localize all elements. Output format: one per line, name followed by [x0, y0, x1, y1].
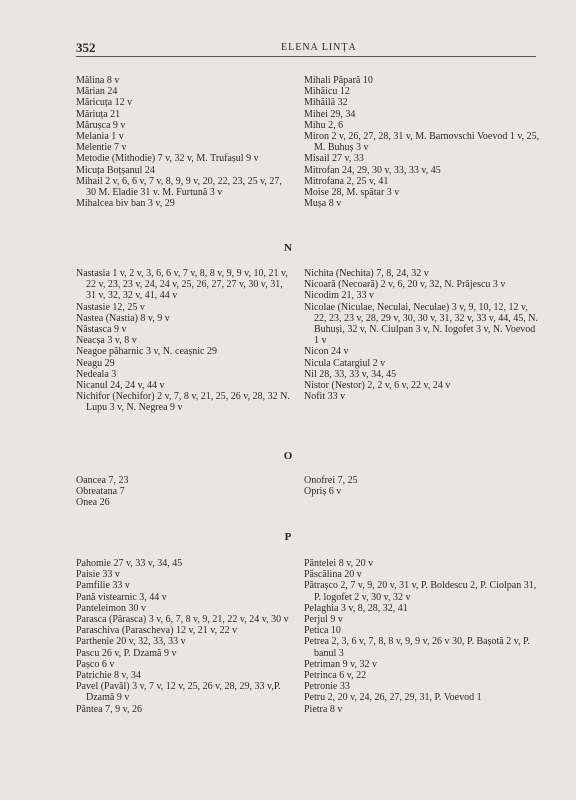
index-entry: Neagoe păharnic 3 v, N. ceașnic 29	[76, 346, 217, 358]
index-entry: Păntea 7, 9 v, 26	[76, 703, 143, 715]
index-entry: Pană vistearnic 3, 44 v	[76, 591, 167, 603]
index-entry: Nastasie 12, 25 v	[76, 301, 145, 313]
index-entry: Onea 26	[76, 497, 110, 509]
index-entry: Perjul 9 v	[304, 614, 343, 626]
index-entry: Măriuța 21	[76, 108, 121, 120]
index-entry: Nicodim 21, 33 v	[304, 290, 374, 302]
index-entry: Petrea 2, 3, 6 v, 7, 8, 8 v, 9, 9 v, 26 v 30, P. Bașotă 2 v, P. banul 3	[304, 636, 531, 659]
section-letter-p: P	[284, 531, 292, 543]
index-entry: Melania 1 v	[76, 131, 124, 143]
index-entry: Mărian 24	[76, 86, 118, 98]
section-o-right-column	[304, 475, 540, 497]
index-entry: Păscălina 20 v	[304, 569, 362, 581]
index-entry: Nil 28, 33, 33 v, 34, 45	[304, 368, 397, 380]
index-entry: Panteleimon 30 v	[76, 602, 146, 614]
index-entry: Nicon 24 v	[304, 346, 349, 358]
index-entry: Paraschiva (Parascheva) 12 v, 21 v, 22 v	[76, 625, 238, 637]
index-entry: Mihăicu 12	[304, 86, 350, 98]
index-entry: Mușa 8 v	[304, 198, 342, 210]
index-entry: Petru 2, 20 v, 24, 26, 27, 29, 31, P. Voevod 1	[304, 692, 482, 704]
index-entry: Petrinca 6 v, 22	[304, 670, 367, 682]
section-o-left-column	[76, 475, 294, 509]
index-entry: Mălina 8 v	[76, 75, 120, 86]
running-title: ELENA LINȚA	[281, 42, 357, 53]
index-entry: Nedeala 3	[76, 368, 117, 380]
index-entry: Petriman 9 v, 32 v	[304, 658, 377, 670]
index-entry: Petronie 33	[304, 681, 350, 693]
index-entry: Misail 27 v, 33	[304, 153, 364, 165]
section-letter-n: N	[284, 242, 292, 254]
index-entry: Moise 28, M. spătar 3 v	[304, 187, 400, 199]
index-entry: Nicula Catargiul 2 v	[304, 357, 386, 369]
index-entry: Pelaghia 3 v, 8, 28, 32, 41	[304, 602, 408, 614]
section-letter-o: O	[283, 450, 293, 462]
section-p-right-column	[304, 558, 540, 715]
index-entry: Nicoară (Necoară) 2 v, 6, 20 v, 32, N. Prăjescu 3 v	[304, 279, 506, 291]
section-m-left-column	[76, 75, 294, 209]
index-entry: Mihu 2, 6	[304, 119, 344, 131]
index-entry: Petica 10	[304, 625, 341, 637]
index-entry: Neagu 29	[76, 357, 115, 369]
index-entry: Păntelei 8 v, 20 v	[304, 558, 374, 569]
page-number: 352	[76, 40, 96, 55]
index-entry: Năstasca 9 v	[76, 324, 127, 336]
index-entry: Pavel (Pavăl) 3 v, 7 v, 12 v, 25, 26 v, 28, 29, 33 v,P. Dzamă 9 v	[76, 681, 281, 704]
index-entry: Pașco 6 v	[76, 658, 115, 670]
index-entry: Oancea 7, 23	[76, 475, 129, 486]
index-entry: Mihali Păpară 10	[304, 75, 373, 86]
index-entry: Obreatana 7	[76, 486, 125, 498]
section-n-right-column	[304, 268, 540, 402]
index-entry: Nastasia 1 v, 2 v, 3, 6, 6 v, 7 v, 8, 8 v, 9, 9 v, 10, 21 v, 22 v, 23, 23 v, 24, 24 v, 25, 26, 27, 27 v, 30 v, 31, 31 v, 32, 32 v, 41, 44 v	[76, 268, 288, 302]
page-header	[76, 40, 536, 57]
index-entry: Metodie (Mithodie) 7 v, 32 v, M. Trufașul 9 v	[76, 153, 259, 165]
index-entry: Nichifor (Nechifor) 2 v, 7, 8 v, 21, 25, 26 v, 28, 32 N. Lupu 3 v, N. Negrea 9 v	[76, 391, 290, 414]
index-entry: Mărușca 9 v	[76, 119, 126, 131]
index-entry: Parasca (Părasca) 3 v, 6, 7, 8 v, 9, 21, 22 v, 24 v, 30 v	[76, 614, 289, 626]
index-entry: Mihalcea biv ban 3 v, 29	[76, 198, 175, 210]
index-entry: Melentie 7 v	[76, 142, 127, 154]
index-entry: Pascu 26 v, P. Dzamă 9 v	[76, 647, 177, 659]
index-entry: Paisie 33 v	[76, 569, 120, 581]
index-entry: Mitrofana 2, 25 v, 41	[304, 175, 389, 187]
section-m-right-column	[304, 75, 540, 209]
index-entry: Mihăilă 32	[304, 97, 348, 109]
index-entry: Nistor (Nestor) 2, 2 v, 6 v, 22 v, 24 v	[304, 380, 451, 392]
section-n-left-column	[76, 268, 294, 414]
index-entry: Parthenie 20 v, 32, 33, 33 v	[76, 636, 186, 648]
index-entry: Mitrofan 24, 29, 30 v, 33, 33 v, 45	[304, 164, 441, 176]
index-entry: Onofrei 7, 25	[304, 475, 358, 486]
index-entry: Pietra 8 v	[304, 703, 343, 715]
index-entry: Nichita (Nechita) 7, 8, 24, 32 v	[304, 268, 429, 279]
index-entry: Pamfilie 33 v	[76, 580, 130, 592]
index-entry: Măricuța 12 v	[76, 97, 133, 109]
index-entry: Nicanul 24, 24 v, 44 v	[76, 380, 165, 392]
index-entry: Nastea (Nastia) 8 v, 9 v	[76, 312, 170, 324]
section-p-left-column	[76, 558, 294, 715]
index-entry: Pătrașco 2, 7 v, 9, 20 v, 31 v, P. Boldescu 2, P. Ciolpan 31, P. logofet 2 v, 30 v, 32 v	[304, 580, 537, 603]
index-entry: Patrichie 8 v, 34	[76, 670, 141, 682]
index-entry: Opriș 6 v	[304, 486, 342, 498]
index-entry: Miron 2 v, 26, 27, 28, 31 v, M. Barnovschi Voevod 1 v, 25, M. Buhuș 3 v	[304, 131, 540, 154]
index-entry: Neacșa 3 v, 8 v	[76, 335, 137, 347]
index-entry: Nofit 33 v	[304, 391, 346, 403]
index-entry: Micuța Boțșanul 24	[76, 164, 155, 176]
index-entry: Nicolae (Niculae, Neculai, Neculae) 3 v, 9, 10, 12, 12 v, 22, 23, 23 v, 28, 29 v, 30, 30 v, 31, 32 v, 33 v, 44, 45, N. Buhuși, 32 v, N. Ciulpan 3 v, N. Iogofet 3 v, N. Voevod 1 v	[304, 301, 538, 347]
index-entry: Mihail 2 v, 6, 6 v, 7 v, 8, 9, 9 v, 20, 22, 23, 25 v, 27, 30 M. Eladie 31 v. M. Furtună 3 v	[76, 175, 282, 199]
index-entry: Mihei 29, 34	[304, 108, 356, 120]
index-entry: Pahomie 27 v, 33 v, 34, 45	[76, 558, 183, 569]
